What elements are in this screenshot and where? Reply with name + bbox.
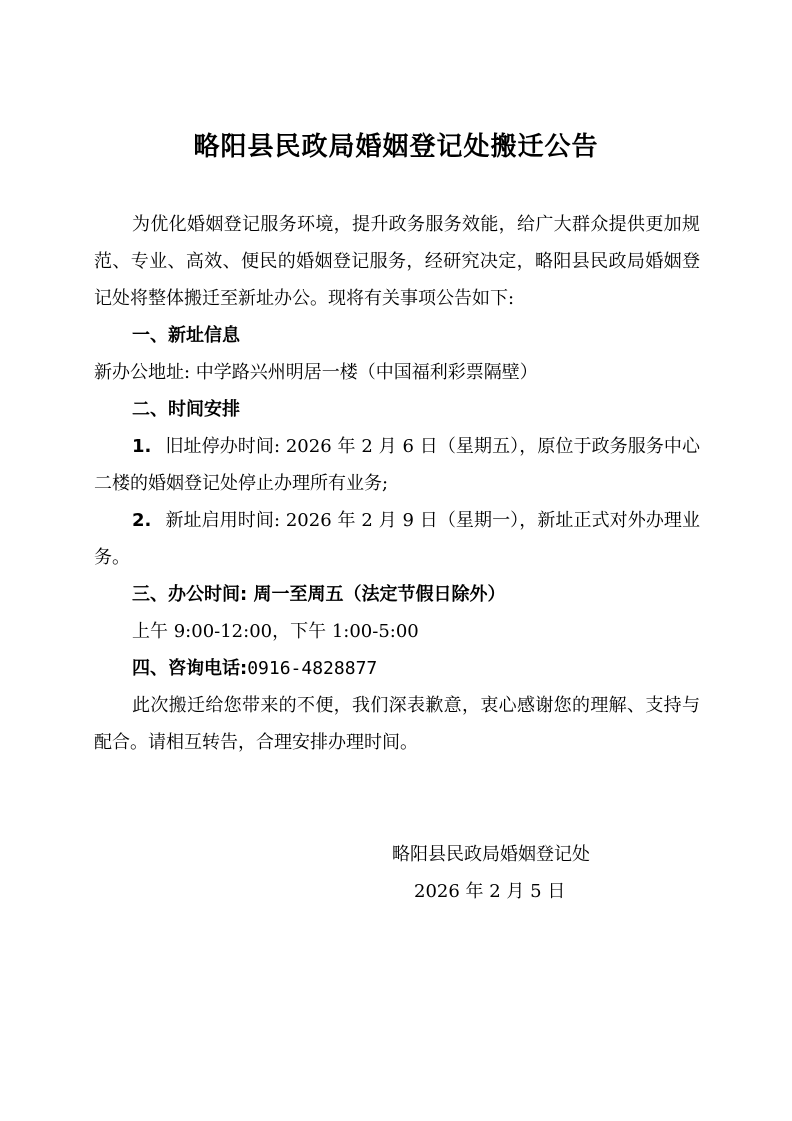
phone-label: 四、咨询电话: [132, 658, 248, 679]
section-heading-new-address: 一、新址信息 [132, 325, 240, 346]
closing-paragraph: 此次搬迁给您带来的不便，我们深表歉意，衷心感谢您的理解、支持与配合。请相互转告，合理安排办理时间。 [94, 695, 700, 753]
schedule-item-2-number: 2. [132, 510, 152, 531]
schedule-item-1 [94, 428, 700, 502]
section-heading-office-hours: 三、办公时间: 周一至周五（法定节假日除外） [132, 584, 506, 605]
document-title: 略阳县民政局婚姻登记处搬迁公告 [193, 132, 599, 162]
signature-date: 2026 年 2 月 5 日 [414, 881, 566, 902]
intro-paragraph: 为优化婚姻登记服务环境，提升政务服务效能，给广大群众提供更加规范、专业、高效、便民的婚姻登记服务，经研究决定，略阳县民政局婚姻登记处将整体搬迁至新址办公。现将有关事项公告如下: [94, 214, 700, 309]
signature-block [392, 836, 712, 910]
new-address-text: 新办公地址: 中学路兴州明居一楼（中国福利彩票隔壁） [94, 362, 538, 383]
section-heading-schedule: 二、时间安排 [132, 399, 240, 420]
schedule-item-1-text: 旧址停办时间: 2026 年 2 月 6 日（星期五），原位于政务服务中心二楼的婚姻登记处停止办理所有业务; [94, 436, 700, 494]
schedule-item-1-number: 1. [132, 436, 152, 457]
schedule-item-2 [94, 502, 700, 576]
section-heading-phone [94, 650, 700, 687]
office-hours-text: 上午 9:00-12:00，下午 1:00-5:00 [132, 621, 419, 642]
signature-organization: 略阳县民政局婚姻登记处 [392, 844, 590, 865]
document-body [94, 206, 700, 761]
phone-number: 0916-4828877 [247, 658, 378, 679]
schedule-item-2-text: 新址启用时间: 2026 年 2 月 9 日（星期一），新址正式对外办理业务。 [94, 510, 700, 568]
